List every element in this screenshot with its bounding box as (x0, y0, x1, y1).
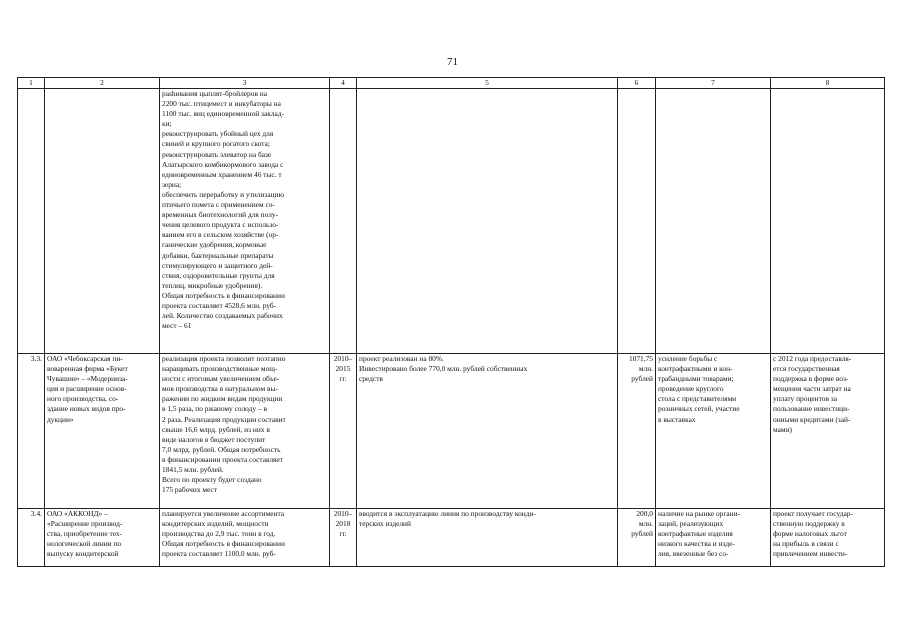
cell-text-line: контрафактными и кон- (658, 364, 733, 374)
cell-text-line: реализация проекта позволит поэтапно (162, 354, 286, 363)
cell-measures (656, 89, 771, 354)
cell-text-line: стола с представителями (658, 394, 737, 404)
cell-text-line: 7,0 млрд. рублей. Общая потребность (162, 444, 281, 454)
cell-amount (618, 509, 656, 567)
cell-text-line: млн. (638, 519, 653, 529)
cell-text-line: наращивать производственные мощ- (162, 364, 278, 374)
cell-status (357, 509, 618, 567)
cell-text-line: свиней и крупного рогатого скота; (162, 139, 270, 149)
cell-text-line: розничных сетей, участие (658, 404, 740, 414)
header-cell: 8 (771, 78, 885, 89)
cell-description (160, 509, 330, 567)
cell-text-line: ности с итоговым увеличением объе- (162, 374, 280, 384)
cell-text-line: проект реализован на 80%. (359, 354, 444, 363)
cell-text-line: зерна; (162, 179, 182, 189)
cell-text-line: Чувашии» – «Модерниза- (47, 374, 128, 384)
header-cell: 5 (357, 78, 618, 89)
cell-description (160, 354, 330, 509)
cell-number: 3.4. (18, 509, 45, 567)
cell-description (160, 89, 330, 354)
investment-projects-table (17, 77, 885, 567)
cell-text-line: ОАО «Чебоксарская пи- (47, 354, 123, 363)
cell-project-name (45, 509, 160, 567)
cell-text-line: привлечением инвести- (773, 549, 848, 559)
cell-text-line: нологической линии по (47, 539, 122, 549)
cell-text-line: мов производства в натуральном вы- (162, 384, 278, 394)
cell-text-line: заций, реализующих (658, 519, 724, 529)
cell-text-line: 200,0 (636, 509, 653, 518)
cell-text-line: контрафактные изделия (658, 529, 733, 539)
cell-text-line: виде налогов в бюджет поступит (162, 434, 266, 444)
cell-status (357, 354, 618, 509)
cell-amount (618, 89, 656, 354)
cell-support (771, 354, 885, 509)
cell-text-line: Всего по проекту будет создано (162, 475, 262, 485)
cell-support (771, 89, 885, 354)
cell-text-line: ражении по жидким видам продукции (162, 394, 283, 404)
cell-text-line: мещения части затрат на (773, 384, 851, 394)
cell-text-line: проект получает государ- (773, 509, 853, 518)
cell-text-line: проведение круглого (658, 384, 724, 394)
cell-text-line: реконструировать элеватор на базе (162, 149, 272, 159)
cell-text-line: Общая потребность в финансировании (162, 290, 285, 300)
cell-text-line: ванием его в сельском хозяйстве (ор- (162, 230, 279, 240)
header-cell: 6 (618, 78, 656, 89)
cell-status (357, 89, 618, 354)
cell-text-line: в 1,5 раза, по ржаному солоду – в (162, 404, 267, 414)
cell-text-line: пользование инвестици- (773, 404, 850, 414)
cell-text-line: Алатырского комбикормового завода с (162, 159, 284, 169)
cell-text-line: лей. Количество создаваемых рабочих (162, 311, 283, 321)
cell-number: 3.3. (18, 354, 45, 509)
header-cell: 2 (45, 78, 160, 89)
cell-text-line: временных биотехнологий для полу- (162, 210, 279, 220)
cell-text-line: уплату процентов за (773, 394, 838, 404)
cell-text-line: поддержка в форме воз- (773, 374, 849, 384)
header-cell: 1 (18, 78, 45, 89)
cell-text-line: онными кредитами (зай- (773, 414, 851, 424)
cell-text-line: ственную поддержку в (773, 519, 845, 529)
cell-text-line: млн. (638, 364, 653, 374)
cell-text-line: Инвестировано более 770,0 млн. рублей собственных (359, 364, 528, 374)
cell-text-line: Общая потребность в финансировании (162, 539, 285, 549)
cell-text-line: усиление борьбы с (658, 354, 718, 363)
cell-text-line: теплиц, микробные удобрения). (162, 280, 263, 290)
cell-text-line: воваренная фирма «Букет (47, 364, 128, 374)
cell-text-line: наличие на рынке органи- (658, 509, 741, 518)
cell-text-line: мест – 61 (162, 321, 192, 331)
cell-text-line: вводится в эксплуатацию линия по производству конди- (359, 509, 536, 518)
cell-text-line: стимулирующего и защитного дей- (162, 260, 273, 270)
cell-period (330, 354, 357, 509)
cell-text-line: планируется увеличение ассортимента (162, 509, 285, 518)
cell-text-line: 175 рабочих мест (162, 485, 218, 495)
cell-text-line: 2200 тыс. птицемест и инкубаторы на (162, 99, 281, 109)
table-row (18, 354, 885, 509)
cell-text-line: 1100 тыс. яиц единовременной заклад- (162, 109, 285, 119)
cell-text-line: ОАО «АККОНД» – (47, 509, 108, 518)
table-row (18, 89, 885, 354)
cell-text-line: форме налоговых льгот (773, 529, 847, 539)
cell-text-line: обеспечить переработку и утилизацию (162, 189, 285, 199)
cell-measures (656, 354, 771, 509)
cell-text-line: свыше 16,6 млрд. рублей, из них в (162, 424, 270, 434)
cell-period (330, 509, 357, 567)
cell-text-line: 2010– (333, 354, 353, 363)
cell-text-line: раshивания цыплят-бройлеров на (162, 89, 268, 98)
cell-text-line: проекта составляет 4528,6 млн. руб- (162, 300, 277, 310)
cell-support (771, 509, 885, 567)
table-row (18, 509, 885, 567)
cell-text-line: ства, приобретение тех- (47, 529, 123, 539)
cell-text-line: проекта составляет 1100,0 млн. руб- (162, 549, 276, 559)
cell-text-line: рублей (631, 374, 653, 384)
cell-text-line: производства до 2,9 тыс. тонн в год. (162, 529, 276, 539)
cell-text-line: ется государственная (773, 364, 840, 374)
cell-text-line: птичьего помета с применением со- (162, 200, 275, 210)
header-cell: 4 (330, 78, 357, 89)
cell-text-line: ганические удобрения, кормовые (162, 240, 267, 250)
cell-number (18, 89, 45, 354)
cell-text-line: выпуску кондитерской (47, 549, 119, 559)
page-number: 71 (447, 56, 458, 68)
cell-text-line: чения целевого продукта с использо- (162, 220, 279, 230)
cell-text-line: дукции» (47, 414, 74, 424)
cell-project-name (45, 354, 160, 509)
cell-text-line: реконструировать убойный цех для (162, 129, 274, 139)
cell-text-line: на прибыль в связи с (773, 539, 839, 549)
cell-text-line: мами) (773, 424, 792, 434)
header-cell: 3 (160, 78, 330, 89)
cell-text-line: «Расширение производ- (47, 519, 123, 529)
cell-text-line: здание новых видов про- (47, 404, 126, 414)
cell-text-line: гг. (339, 374, 347, 384)
cell-text-line: ция и расширение основ- (47, 384, 127, 394)
cell-text-line: ки; (162, 119, 172, 129)
cell-text-line: кондитерских изделий, мощности (162, 519, 269, 529)
cell-text-line: с 2012 года предоставля- (773, 354, 852, 363)
cell-text-line: 1071,75 (628, 354, 653, 363)
header-cell: 7 (656, 78, 771, 89)
cell-text-line: гг. (339, 529, 347, 539)
cell-measures (656, 509, 771, 567)
cell-text-line: в финансировании проекта составляет (162, 454, 283, 464)
cell-text-line: 1841,5 млн. рублей. (162, 465, 224, 475)
cell-text-line: низкого качества и изде- (658, 539, 735, 549)
cell-period (330, 89, 357, 354)
cell-text-line: 2 раза. Реализация продукции составит (162, 414, 286, 424)
cell-project-name (45, 89, 160, 354)
cell-text-line: в выставках (658, 414, 696, 424)
cell-text-line: средств (359, 374, 383, 384)
cell-text-line: добавки, бактериальные препараты (162, 250, 274, 260)
cell-text-line: единовременным хранением 46 тыс. т (162, 169, 282, 179)
cell-text-line: трабандными товарами; (658, 374, 734, 384)
cell-text-line: ствия, оздоровительные грунты для (162, 270, 275, 280)
cell-text-line: рублей (631, 529, 653, 539)
cell-text-line: терских изделий (359, 519, 411, 529)
cell-text-line: лия, ввезенные без со- (658, 549, 729, 559)
cell-text-line: 2010– (333, 509, 353, 518)
cell-amount (618, 354, 656, 509)
cell-text-line: 2018 (335, 519, 351, 529)
cell-text-line: ного производства, со- (47, 394, 119, 404)
table-header-row (18, 78, 885, 89)
cell-text-line: 2015 (335, 364, 351, 374)
